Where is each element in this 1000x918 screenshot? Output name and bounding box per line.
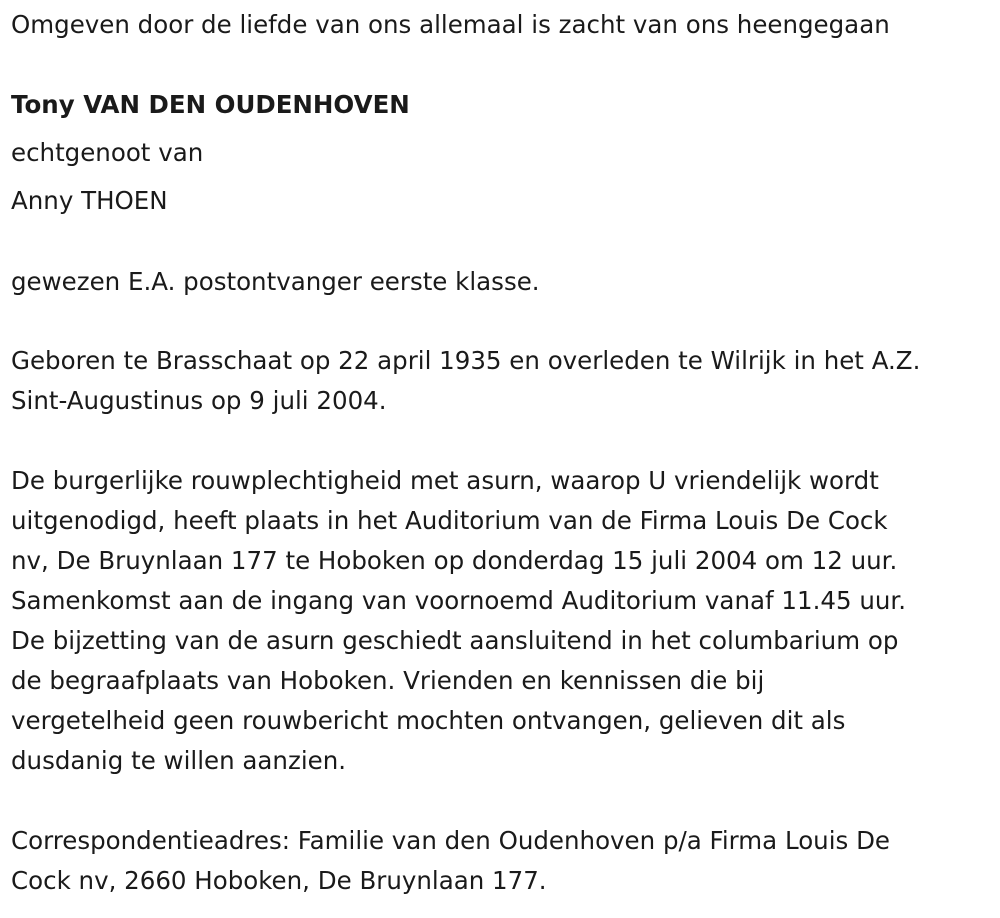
birth-death-paragraph [11, 341, 996, 421]
paragraph-line: de begraafplaats van Hoboken. Vrienden en kennissen die bij [11, 666, 765, 695]
occupation-text: gewezen E.A. postontvanger eerste klasse. [11, 267, 540, 296]
paragraph-line: De burgerlijke rouwplechtigheid met asurn, waarop U vriendelijk wordt [11, 466, 879, 495]
paragraph-line: Sint-Augustinus op 9 juli 2004. [11, 386, 387, 415]
paragraph-line: Cock nv, 2660 Hoboken, De Bruynlaan 177. [11, 866, 547, 895]
relation-text: echtgenoot van [11, 138, 204, 167]
paragraph-line: vergetelheid geen rouwbericht mochten ontvangen, gelieven dit als [11, 706, 846, 735]
paragraph-line: De bijzetting van de asurn geschiedt aansluitend in het columbarium op [11, 626, 899, 655]
paragraph-line: Correspondentieadres: Familie van den Oudenhoven p/a Firma Louis De [11, 826, 891, 855]
spouse-name: Anny THOEN [11, 186, 168, 215]
deceased-name: Tony VAN DEN OUDENHOVEN [11, 90, 410, 119]
ceremony-paragraph [11, 461, 996, 781]
paragraph-line: Geboren te Brasschaat op 22 april 1935 en overleden te Wilrijk in het A.Z. [11, 346, 921, 375]
paragraph-line: uitgenodigd, heeft plaats in het Auditorium van de Firma Louis De Cock [11, 506, 888, 535]
correspondence-paragraph [11, 821, 996, 901]
paragraph-line: nv, De Bruynlaan 177 te Hoboken op donderdag 15 juli 2004 om 12 uur. [11, 546, 898, 575]
intro-text: Omgeven door de liefde van ons allemaal is zacht van ons heengegaan [11, 10, 890, 39]
paragraph-line: Samenkomst aan de ingang van voornoemd Auditorium vanaf 11.45 uur. [11, 586, 906, 615]
paragraph-line: dusdanig te willen aanzien. [11, 746, 347, 775]
